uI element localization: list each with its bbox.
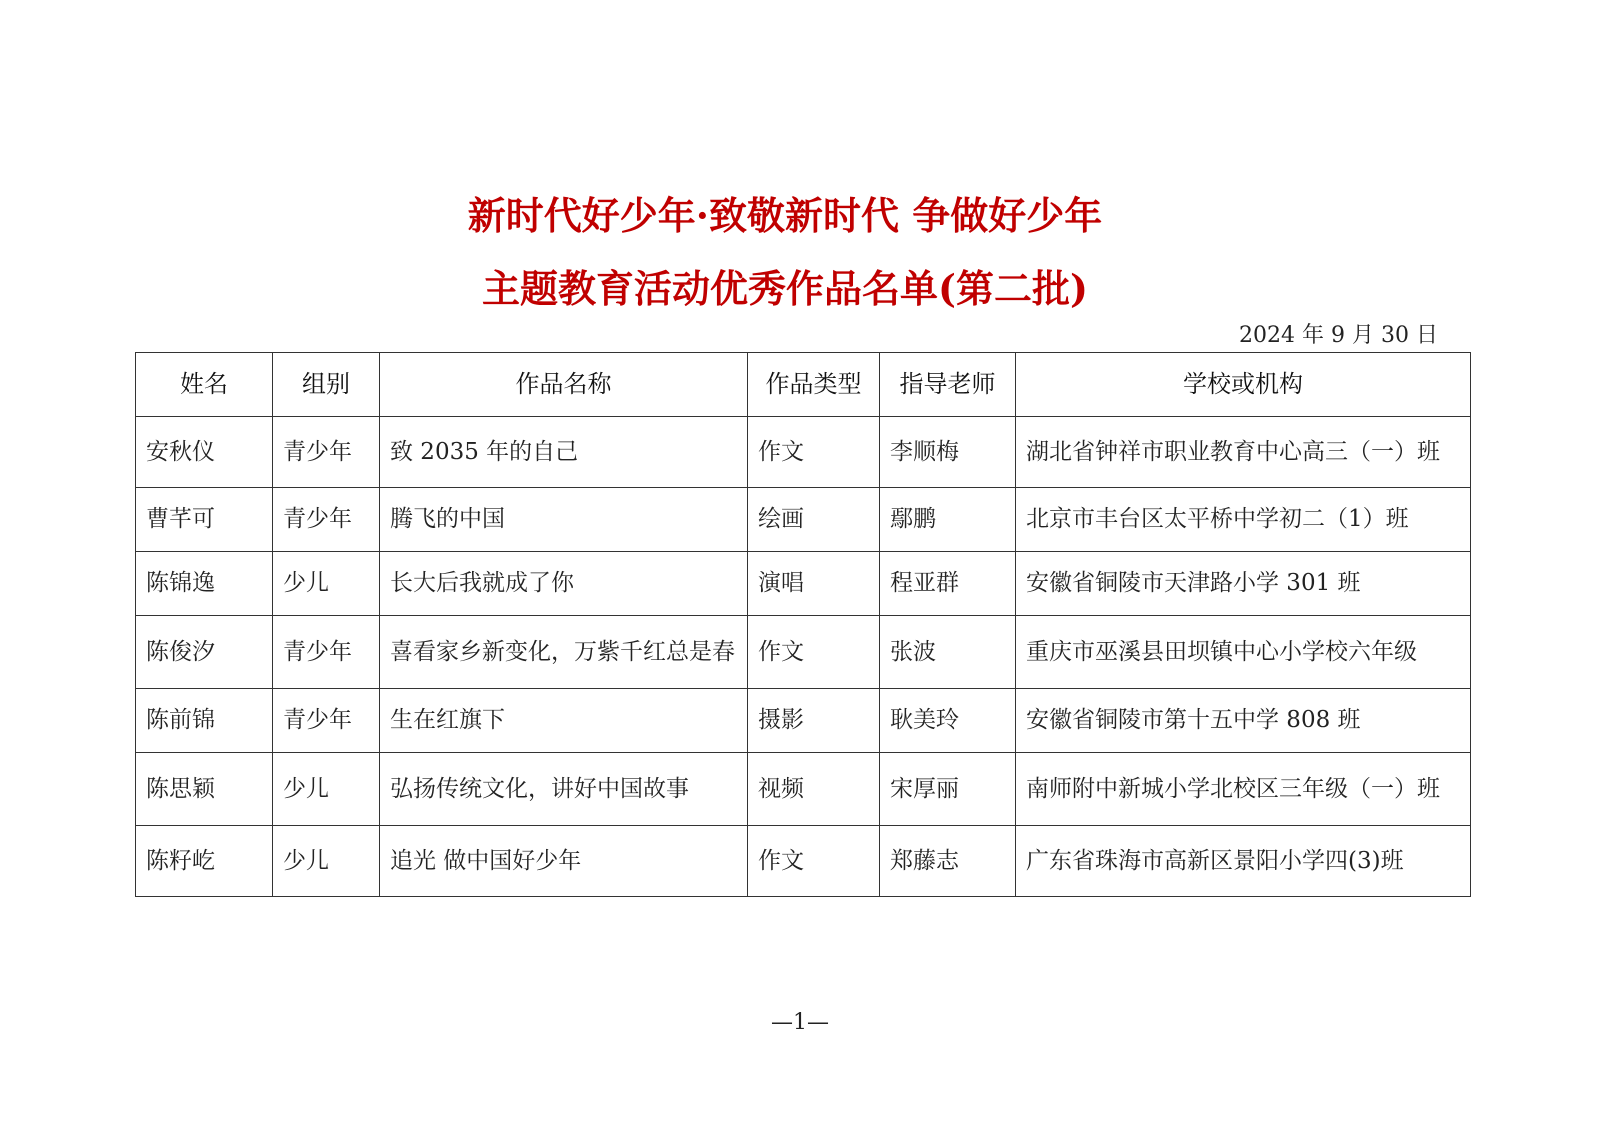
cell-teacher: 宋厚丽 [880,753,1016,826]
cell-teacher: 程亚群 [880,552,1016,616]
cell-work-title: 追光 做中国好少年 [380,826,748,897]
cell-work-type: 绘画 [748,488,880,552]
cell-work-title: 生在红旗下 [380,689,748,753]
cell-group: 青少年 [273,488,380,552]
cell-work-type: 作文 [748,616,880,689]
cell-work-title: 长大后我就成了你 [380,552,748,616]
table-row [136,552,1471,616]
cell-work-type: 视频 [748,753,880,826]
cell-teacher: 鄢鹏 [880,488,1016,552]
cell-school: 安徽省铜陵市第十五中学 808 班 [1016,689,1471,753]
cell-work-type: 演唱 [748,552,880,616]
cell-group: 青少年 [273,689,380,753]
cell-school: 广东省珠海市高新区景阳小学四(3)班 [1016,826,1471,897]
cell-name: 陈思颖 [136,753,273,826]
cell-name: 陈前锦 [136,689,273,753]
table-row [136,616,1471,689]
cell-group: 青少年 [273,417,380,488]
cell-school: 南师附中新城小学北校区三年级（一）班 [1016,753,1471,826]
cell-school: 北京市丰台区太平桥中学初二（1）班 [1016,488,1471,552]
cell-name: 陈籽屹 [136,826,273,897]
cell-work-type: 作文 [748,826,880,897]
cell-group: 少儿 [273,552,380,616]
cell-school: 安徽省铜陵市天津路小学 301 班 [1016,552,1471,616]
cell-school: 重庆市巫溪县田坝镇中心小学校六年级 [1016,616,1471,689]
cell-name: 安秋仪 [136,417,273,488]
header-name: 姓名 [136,353,273,417]
document-date: 2024 年 9 月 30 日 [1239,323,1438,348]
header-work-title: 作品名称 [380,353,748,417]
document-title-line-2: 主题教育活动优秀作品名单(第二批) [482,266,1088,311]
cell-work-title: 腾飞的中国 [380,488,748,552]
table-row [136,689,1471,753]
table-row [136,417,1471,488]
cell-name: 陈锦逸 [136,552,273,616]
cell-work-title: 喜看家乡新变化，万紫千红总是春 [380,616,748,689]
cell-teacher: 张波 [880,616,1016,689]
document-title-line-1: 新时代好少年·致敬新时代 争做好少年 [467,193,1103,238]
cell-teacher: 耿美玲 [880,689,1016,753]
cell-teacher: 李顺梅 [880,417,1016,488]
header-group: 组别 [273,353,380,417]
header-work-type: 作品类型 [748,353,880,417]
header-school: 学校或机构 [1016,353,1471,417]
table-row [136,826,1471,897]
header-teacher: 指导老师 [880,353,1016,417]
cell-name: 曹芊可 [136,488,273,552]
table-row [136,488,1471,552]
cell-work-title: 弘扬传统文化，讲好中国故事 [380,753,748,826]
table-header-row [136,353,1471,417]
cell-work-title: 致 2035 年的自己 [380,417,748,488]
cell-school: 湖北省钟祥市职业教育中心高三（一）班 [1016,417,1471,488]
cell-teacher: 郑藤志 [880,826,1016,897]
award-list-table [135,352,1471,897]
cell-group: 少儿 [273,753,380,826]
cell-group: 青少年 [273,616,380,689]
cell-name: 陈俊汐 [136,616,273,689]
cell-work-type: 作文 [748,417,880,488]
page-number: —1— [771,1010,829,1035]
cell-work-type: 摄影 [748,689,880,753]
table-row [136,753,1471,826]
cell-group: 少儿 [273,826,380,897]
